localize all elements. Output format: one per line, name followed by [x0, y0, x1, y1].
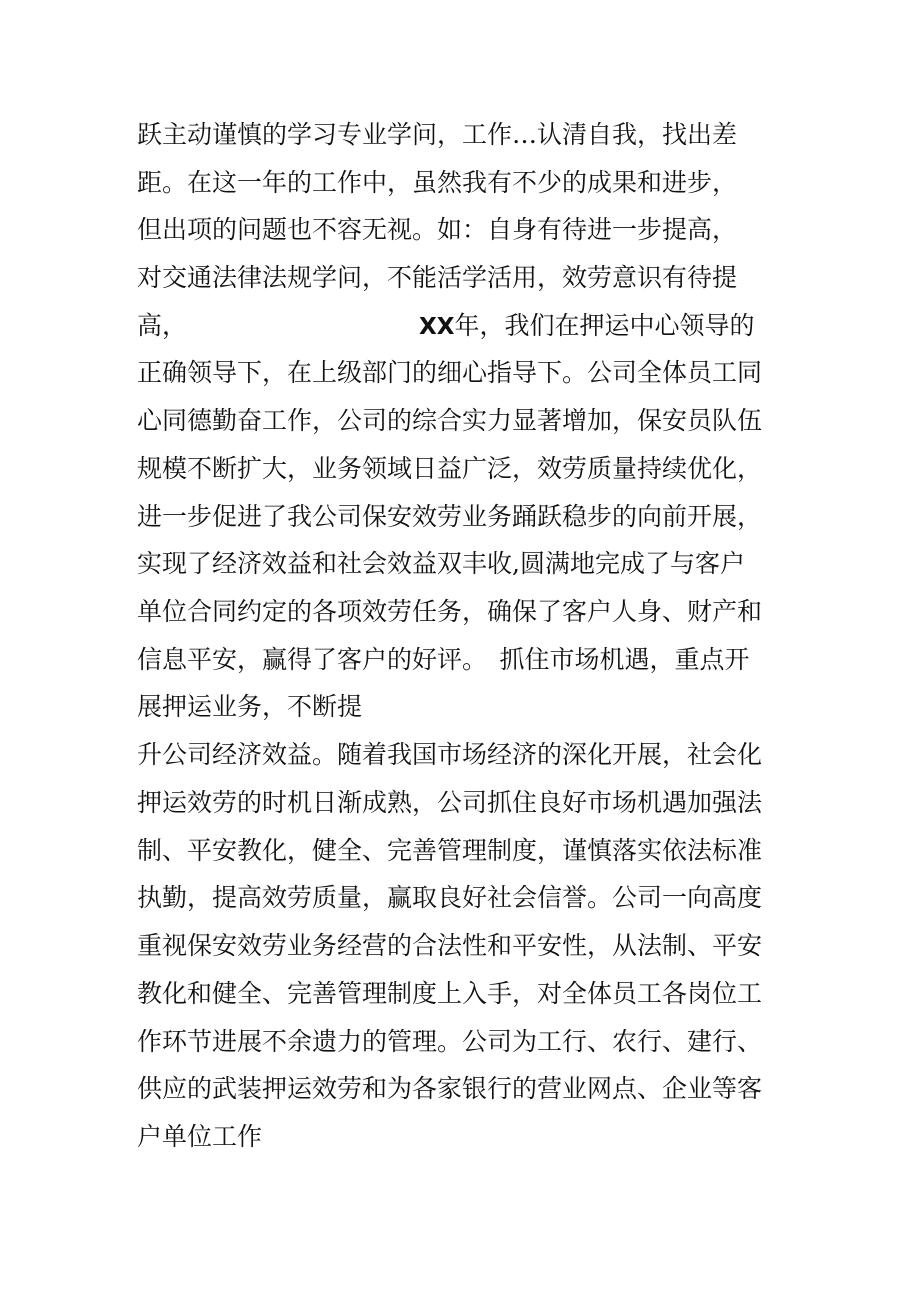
text-line: 距。在这一年的工作中，虽然我有不少的成果和进步，: [137, 168, 738, 197]
text-line: 心同德勤奋工作，公司的综合实力显著增加，保安员队伍: [137, 406, 763, 435]
text-line: 户单位工作: [137, 1122, 263, 1151]
text-line: 实现了经济效益和社会效益双丰收,圆满地完成了与客户: [137, 549, 745, 578]
text-line: 正确领导下，在上级部门的细心指导下。公司全体员工同: [137, 358, 763, 387]
text-segment: 高，: [137, 311, 188, 340]
year-mark: XX: [419, 314, 455, 340]
text-line: 信息平安，赢得了客户的好评。 抓住市场机遇，重点开: [137, 645, 750, 674]
text-line: 供应的武装押运效劳和为各家银行的营业网点、企业等客: [137, 1074, 763, 1103]
text-line: 升公司经济效益。随着我国市场经济的深化开展，社会化: [137, 740, 763, 769]
text-line: 押运效劳的时机日渐成熟，公司抓住良好市场机遇加强法: [137, 788, 763, 817]
text-line: 作环节进展不余遗力的管理。公司为工行、农行、建行、: [137, 1027, 763, 1056]
text-line: 但出项的问题也不容无视。如：自身有待进一步提高，: [137, 215, 738, 244]
text-line: 制、平安教化，健全、完善管理制度，谨慎落实依法标准: [137, 836, 763, 865]
text-line: 展押运业务，不断提: [137, 692, 363, 721]
text-line-with-year: [137, 309, 755, 344]
text-line: 对交通法律法规学问，不能活学活用，效劳意识有待提: [137, 263, 738, 292]
text-line: 执勤，提高效劳质量，赢取良好社会信誉。公司一向高度: [137, 883, 763, 912]
text-line: 进一步促进了我公司保安效劳业务踊跃稳步的向前开展，: [137, 502, 763, 531]
text-line: 跃主动谨慎的学习专业学问，工作…认清自我，找出差: [137, 120, 738, 149]
text-line: 教化和健全、完善管理制度上入手，对全体员工各岗位工: [137, 979, 763, 1008]
text-line: 单位合同约定的各项效劳任务，确保了客户人身、财产和: [137, 597, 763, 626]
text-line: 规模不断扩大，业务领域日益广泛，效劳质量持续优化，: [137, 454, 763, 483]
text-line: 重视保安效劳业务经营的合法性和平安性，从法制、平安: [137, 931, 763, 960]
text-segment: 年，我们在押运中心领导的: [454, 311, 755, 340]
